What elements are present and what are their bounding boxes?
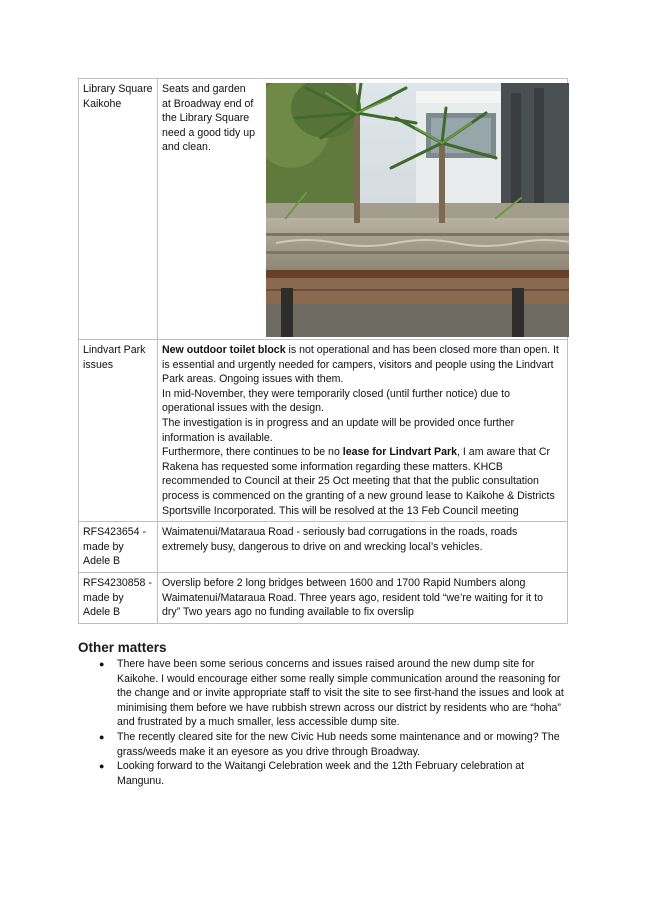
table-row (79, 573, 568, 624)
toilet-block-bold: New outdoor toilet block (162, 344, 286, 356)
toilet-block-paragraph: New outdoor toilet block is not operational and has been closed more than open. It is essential and urgently needed for campers, visitors and people using the Lindvart Park areas. Ongoing issues with them. (162, 344, 559, 386)
lease-bold: lease for Lindvart Park (342, 446, 458, 459)
other-matters-heading: Other matters (78, 640, 167, 655)
library-square-photo (266, 83, 569, 337)
bullet-icon: ● (99, 659, 105, 669)
bench-planter-image (266, 83, 569, 337)
table-row (79, 79, 568, 340)
table-row (79, 522, 568, 573)
location-cell: RFS423654 - made by Adele B (79, 522, 158, 573)
description-cell (158, 340, 568, 522)
list-item: ● The recently cleared site for the new Civic Hub needs some maintenance and or mowing? The grass/weeds make it an eyesore as you drive through Broadway. (99, 730, 560, 758)
table-row (79, 340, 568, 522)
investigation-paragraph: The investigation is in progress and an update will be provided once further information is available. (162, 416, 515, 444)
lease-paragraph: Furthermore, there continues to be no lease for Lindvart Park, I am aware that Cr Rakena has requested some information regarding these matters. KHCB recommended to Council at their 25 Oct meeting that that the public consultation process is commenced on the granting of a new ground lease to Kaikohe & Districts Sportsville Incorporated. This will be resolved at the 13 Feb Council meeting (162, 446, 555, 517)
description-cell: Waimatenui/Mataraua Road - seriously bad corrugations in the roads, roads extremely busy, dangerous to drive on and wrecking local’s vehicles. (158, 522, 568, 573)
list-item: ● There have been some serious concerns and issues raised around the new dump site for Kaikohe. I would encourage either some really simple communication around the reasoning for the change and or invite appropriate staff to visit the site to see first-hand the issues and look at minimising them before we have rubbish strewn across our district by residents who are “hoha” and frustrated by a much smaller, less accessible dump site. (99, 658, 564, 729)
location-cell: Library Square Kaikohe (79, 79, 158, 340)
description-cell (158, 79, 568, 340)
location-cell: Lindvart Park issues (79, 340, 158, 522)
description-text: Seats and garden at Broadway end of the Library Square need a good tidy up and clean. (162, 83, 256, 154)
list-item: ● Looking forward to the Waitangi Celebration week and the 12th February celebration at Mangunu. (99, 760, 525, 787)
issues-table (78, 78, 568, 624)
location-cell: RFS4230858 - made by Adele B (79, 573, 158, 624)
other-matters-list (78, 657, 568, 788)
bullet-icon: ● (99, 731, 105, 742)
description-cell: Overslip before 2 long bridges between 1600 and 1700 Rapid Numbers along Waimatenui/Mataraua Road. Three years ago, resident told “we’re waiting for it to dry” Two years ago no funding available to fix overslip (158, 573, 568, 624)
closure-paragraph: In mid-November, they were temporarily closed (until further notice) due to operational issues with the design. (162, 387, 510, 415)
bullet-icon: ● (99, 761, 105, 772)
